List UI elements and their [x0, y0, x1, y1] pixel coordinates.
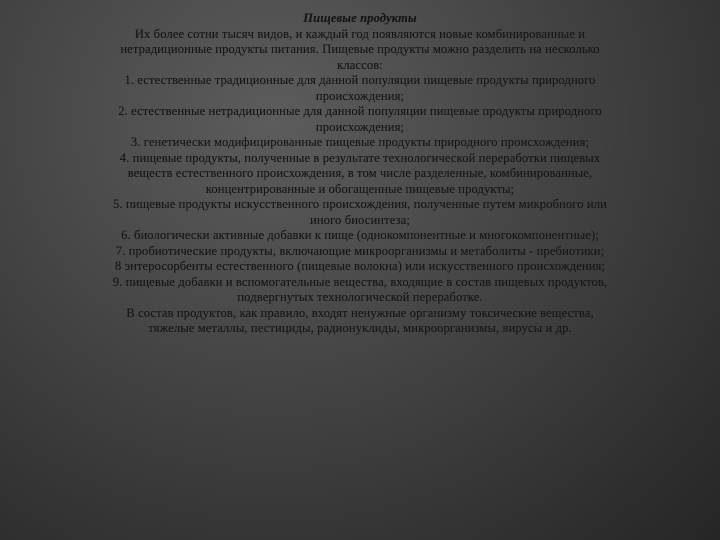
slide-title: Пищевые продукты	[303, 11, 417, 25]
list-item: 9. пищевые добавки и вспомогательные вещества, входящие в состав пищевых продуктов, подвергнутых технологической переработке.	[112, 274, 608, 304]
list-item: 3. генетически модифицированные пищевые продукты природного происхождения;	[130, 135, 590, 149]
intro-paragraph: Их более сотни тысяч видов, и каждый год появляются новые комбинированные и нетрадиционные продукты питания. Пищевые продукты можно разделить на несколько классов:	[120, 26, 600, 72]
list-item: 2. естественные нетрадиционные для данной популяции пищевые продукты природного происхождения;	[118, 104, 602, 134]
food-class-list	[108, 73, 612, 306]
list-item: 7. пробиотические продукты, включающие микроорганизмы и метаболиты - пребиотики;	[115, 243, 605, 258]
list-item: 1. естественные традиционные для данной популяции пищевые продукты природного происхождения;	[124, 73, 596, 103]
list-item: 5. пищевые продукты искусственного происхождения, полученные путем микробного или иного биосинтеза;	[113, 197, 607, 227]
list-item: 6. биологически активные добавки к пище (однокомпонентные и многокомпонентные);	[121, 228, 599, 242]
list-item: 4. пищевые продукты, полученные в результате технологической переработки пищевых веществ естественного происхождения, в том числе разделенные, комбинированные, концентрированные и обогащенные пищевые продукты;	[119, 150, 601, 196]
conclusion-paragraph: В состав продуктов, как правило, входят ненужные организму токсические вещества, тяжелые металлы, пестициды, радионуклиды, микроорганизмы, вирусы и др.	[126, 305, 594, 335]
slide-content	[108, 11, 612, 337]
list-item: 8 энтеросорбенты естественного (пищевые волокна) или искусственного происхождения;	[114, 259, 606, 273]
